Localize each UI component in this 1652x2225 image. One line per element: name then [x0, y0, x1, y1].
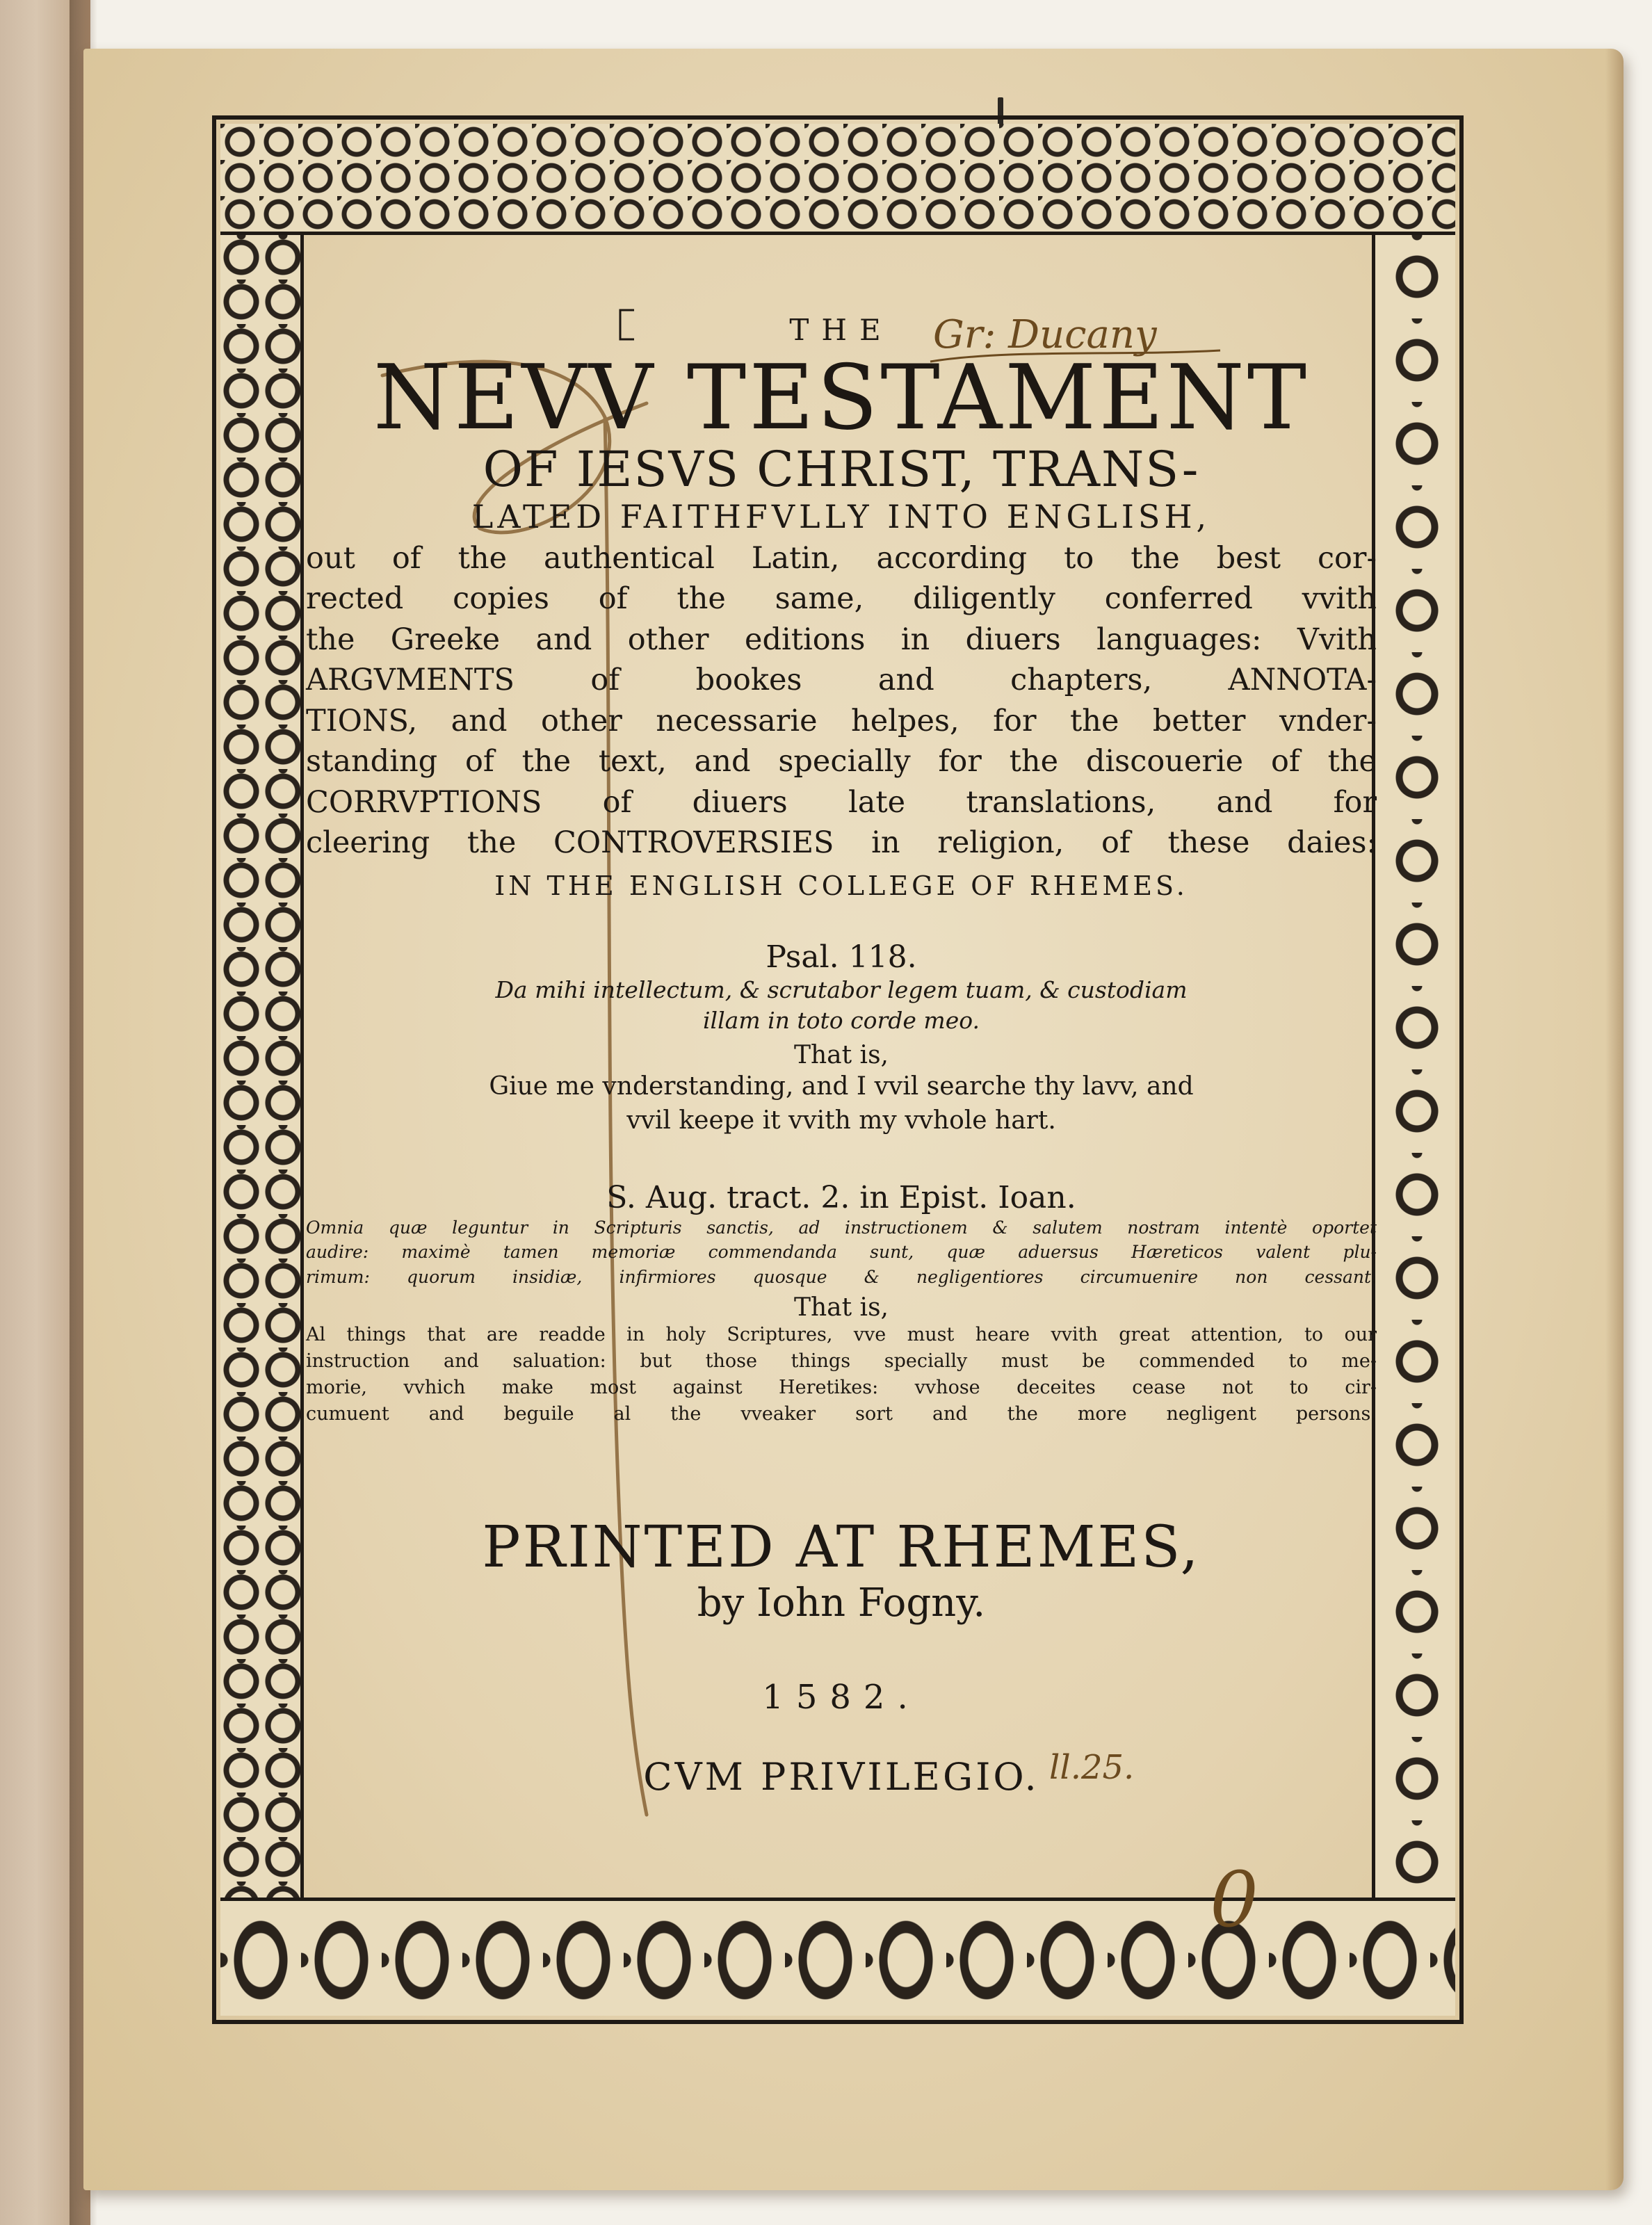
- ornament-right-column: [1372, 235, 1455, 1898]
- ornament-bottom-band: [220, 1898, 1455, 2016]
- title-text-block: [306, 236, 1377, 1799]
- psalm-english-line: vvil keepe it vvith my vvhole hart.: [626, 1106, 1056, 1135]
- augustine-english-line: cumuent and beguile al the vveaker sort and the more negligent persons.: [306, 1402, 1377, 1425]
- college-line: IN THE ENGLISH COLLEGE OF RHEMES.: [494, 870, 1188, 901]
- signature-text: Gr: Ducany: [933, 312, 1157, 357]
- manuscript-mark: [1203, 1850, 1265, 1940]
- augustine-latin-quote: [306, 1215, 1377, 1290]
- psalm-latin-line: Da mihi intellectum, & scrutabor legem tuam, & custodiam: [495, 976, 1188, 1003]
- augustine-english-line: instruction and saluation: but those things specially must be commended to me-: [306, 1350, 1377, 1373]
- printer-line: by Iohn Fogny.: [697, 1580, 986, 1626]
- subtitle-line-1: OF IESVS CHRIST, TRANS-: [483, 441, 1200, 498]
- augustine-english-quote: [306, 1322, 1377, 1427]
- augustine-english-line: Al things that are readde in holy Scriptures, vve must heare vvith great attention, to our: [306, 1324, 1377, 1346]
- subtitle-line-2: LATED FAITHFVLLY INTO ENGLISH,: [471, 498, 1211, 535]
- page-fore-edge: [1605, 49, 1623, 2190]
- imprint-line: PRINTED AT RHEMES,: [482, 1514, 1201, 1580]
- title-article: THE: [789, 313, 893, 347]
- that-is-label: That is,: [793, 1040, 889, 1069]
- psalm-reference: Psal. 118.: [766, 939, 917, 975]
- description-line: CORRVPTIONS of diuers late translations, and for: [306, 784, 1377, 820]
- augustine-english-line: morie, vvhich make most against Heretikes: vvhose deceites cease not to cir-: [306, 1377, 1377, 1399]
- shelfmark-text: ll.25.: [1049, 1748, 1135, 1787]
- ornament-left-column: [220, 235, 304, 1898]
- psalm-latin-line: illam in toto corde meo.: [702, 1007, 980, 1035]
- imprint-year: 1582.: [762, 1677, 921, 1717]
- description-line: ARGVMENTS of bookes and chapters, ANNOTA-: [306, 663, 1377, 698]
- description-paragraph: [306, 538, 1377, 864]
- augustine-reference: S. Aug. tract. 2. in Epist. Ioan.: [606, 1179, 1076, 1215]
- mark-text: 0: [1210, 1855, 1258, 1940]
- description-line: the Greeke and other editions in diuers languages: Vvith: [306, 622, 1377, 657]
- description-line: out of the authentical Latin, according to the best cor-: [306, 540, 1377, 576]
- title-page: [83, 49, 1623, 2190]
- psalm-english-line: Giue me vnderstanding, and I vvil searche thy lavv, and: [489, 1071, 1194, 1101]
- augustine-latin-line: rimum: quorum insidiæ, infirmiores quosque & negligentiores circumuenire non cessant.: [306, 1266, 1377, 1287]
- augustine-latin-line: audire: maximè tamen memoriæ commendanda sunt, quæ aduersus Hæreticos valent plu-: [306, 1242, 1377, 1263]
- augustine-latin-line: Omnia quæ leguntur in Scripturis sanctis, ad instructionem & salutem nostram intentè oportet: [306, 1217, 1377, 1238]
- main-title: NEVV TESTAMENT: [373, 346, 1310, 450]
- description-line: TIONS, and other necessarie helpes, for the better vnder-: [306, 703, 1377, 738]
- privilege-line: CVM PRIVILEGIO.: [643, 1754, 1039, 1799]
- ornament-top-band: [220, 124, 1455, 235]
- description-line: cleering the CONTROVERSIES in religion, of these daies:: [306, 825, 1377, 861]
- description-line: standing of the text, and specially for the discouerie of the: [306, 744, 1377, 779]
- description-line: rected copies of the same, diligently conferred vvith: [306, 581, 1377, 617]
- that-is-label: That is,: [793, 1293, 889, 1322]
